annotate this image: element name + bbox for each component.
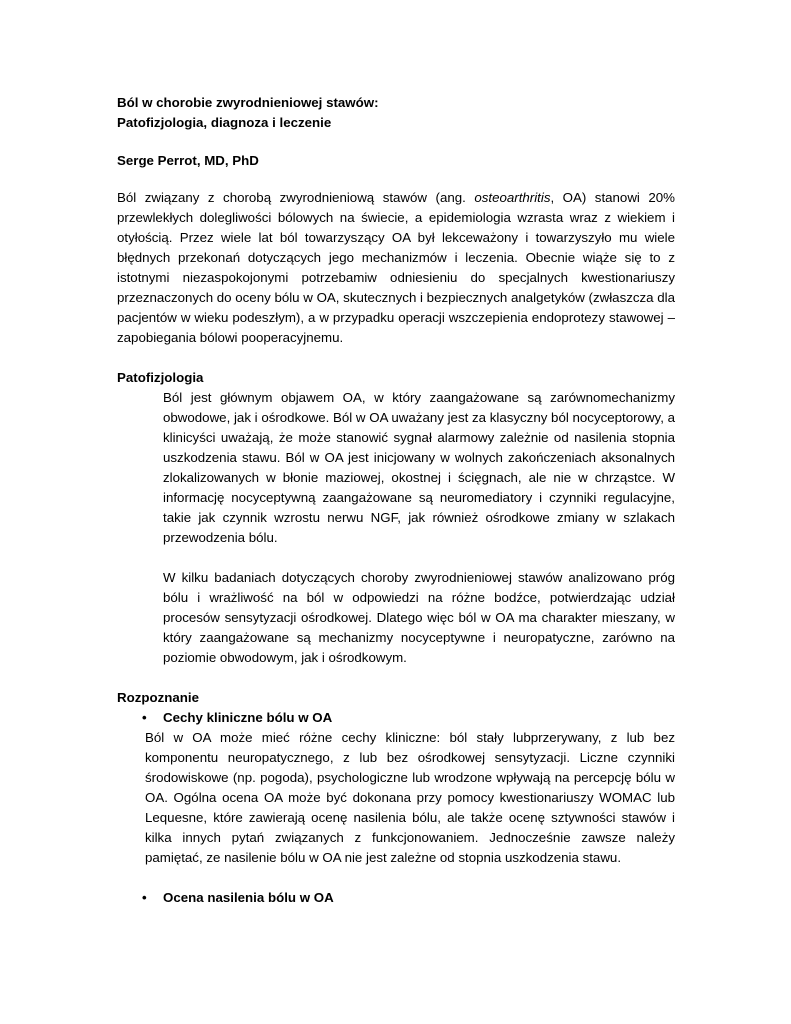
section-heading-pathophysiology: Patofizjologia bbox=[117, 370, 204, 385]
pathophysiology-paragraph-2: W kilku badaniach dotyczących choroby zwyrodnieniowej stawów analizowano próg bólu i wrażliwość na ból w odpowiedzi na różne bodźce, potwierdzając udział procesów sensytyzacji ośrodkowej. Dlatego więc ból w OA ma charakter mieszany, w który zaangażowane są mechanizmy nocyceptywne i neuropatyczne, zarówno na poziomie obwodowym, jak i ośrodkowym. bbox=[163, 570, 675, 665]
bullet-icon: • bbox=[142, 710, 147, 725]
intro-text-rest: , OA) stanowi 20% przewlekłych dolegliwości bólowych na świecie, a epidemiologia wzrasta wraz z wiekiem i otyłością. Przez wiele lat ból towarzyszący OA był lekceważony i towarzyszyło mu wiele błędnych przekonań dotyczących jego mechanizmów i leczenia. Obecnie wiąże się to z istotnymi niezaspokojonymi potrzebamiw odniesieniu do specjalnych kwestionariuszy przeznaczonych do oceny bólu w OA, skutecznych i bezpiecznych analgetyków (zwłaszcza dla pacjentów w wieku podeszłym), a w przypadku operacji wszczepienia endoprotezy stawowej – zapobiegania bólowi pooperacyjnemu. bbox=[117, 190, 676, 345]
bullet-label: Ocena nasilenia bólu w OA bbox=[163, 890, 334, 905]
bullet-label: Cechy kliniczne bólu w OA bbox=[163, 710, 333, 725]
intro-paragraph bbox=[117, 188, 675, 348]
author-line: Serge Perrot, MD, PhD bbox=[117, 153, 259, 168]
intro-italic-term: osteoarthritis bbox=[474, 190, 551, 205]
title-line-1: Ból w chorobie zwyrodnieniowej stawów: bbox=[117, 95, 379, 110]
intro-text-start: Ból związany z chorobą zwyrodnieniową stawów (ang. bbox=[117, 190, 475, 205]
bullet-item-pain-severity bbox=[117, 888, 675, 908]
title-line-2: Patofizjologia, diagnoza i leczenie bbox=[117, 115, 332, 130]
document-content bbox=[117, 93, 675, 908]
bullet-icon: • bbox=[142, 890, 147, 905]
document-title bbox=[117, 93, 675, 133]
bullet-item-clinical-features bbox=[117, 708, 675, 728]
pathophysiology-paragraph-1: Ból jest głównym objawem OA, w który zaangażowane są zarównomechanizmy obwodowe, jak i ośrodkowe. Ból w OA uważany jest za klasyczny ból nocyceptorowy, a klinicyści uważają, że może stanowić sygnał alarmowy zależnie od nasilenia stopnia uszkodzenia stawu. Ból w OA jest inicjowany w wolnych zakończeniach aksonalnych zlokalizowanych w błonie maziowej, okostnej i ścięgnach, ale nie w chrząstce. W informację nocyceptywną zaangażowane są neuromediatory i czynniki regulacyjne, takie jak czynnik wzrostu nerwu NGF, jak również ośrodkowe zmiany w szlakach przewodzenia bólu. bbox=[163, 390, 675, 545]
section-heading-diagnosis: Rozpoznanie bbox=[117, 690, 199, 705]
clinical-features-paragraph: Ból w OA może mieć różne cechy kliniczne: ból stały lubprzerywany, z lub bez komponentu neuropatycznego, z lub bez ośrodkowej sensytyzacji. Liczne czynniki środowiskowe (np. pogoda), psychologiczne lub wrodzone wpływają na percepcję bólu w OA. Ogólna ocena OA może być dokonana przy pomocy kwestionariuszy WOMAC lub Lequesne, które zawierają ocenę nasilenia bólu, ale także ocenę sztywności stawów i kilka innych pytań związanych z funkcjonowaniem. Jednocześnie zawsze należy pamiętać, ze nasilenie bólu w OA nie jest zależne od stopnia uszkodzenia stawu. bbox=[145, 730, 675, 865]
